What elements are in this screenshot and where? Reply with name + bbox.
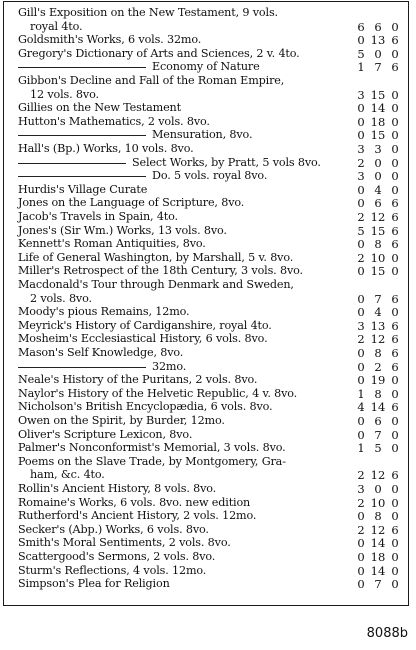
entry-title: Poems on the Slave Trade, by Montgomery, Gra- [18,454,286,468]
price-pence: 6 [391,318,399,333]
price-pence: 6 [391,359,399,374]
price-pounds: 0 [357,101,365,116]
price-pounds: 2 [357,250,365,265]
price-shillings: 15 [370,128,386,143]
price-pounds: 1 [357,60,365,75]
price-pence: 0 [391,550,399,564]
price-pounds: 2 [357,522,365,537]
price-pounds: 5 [357,223,365,238]
price-pounds: 4 [357,400,365,415]
price-shillings: 10 [370,495,386,510]
entry-title: Hall's (Bp.) Works, 10 vols. 8vo. [18,142,194,155]
entry-title: Palmer's Nonconformist's Memorial, 3 vols. 8vo. [18,441,286,455]
price-pounds: 3 [357,318,365,333]
price-shillings: 0 [374,169,382,184]
entry-title: Jones's (Sir Wm.) Works, 13 vols. 8vo. [18,223,227,237]
price-pounds: 0 [357,237,365,252]
price-pence: 0 [391,495,399,510]
price-pence: 0 [391,427,399,442]
price-shillings: 8 [374,346,382,360]
entry-title: Naylor's History of the Helvetic Republic, 4 v. 8vo. [18,386,298,400]
price-shillings: 15 [370,223,386,238]
price-pounds: 2 [357,210,365,224]
entry-title: Kennett's Roman Antiquities, 8vo. [18,237,206,251]
price-pounds: 6 [357,19,365,34]
ditto-rule [18,367,146,368]
price-shillings: 7 [374,60,382,75]
price-shillings: 6 [374,196,382,211]
price-pence: 0 [391,19,399,34]
price-pence: 0 [391,305,399,320]
price-pence: 6 [391,400,399,415]
price-pence: 6 [391,346,399,360]
price-shillings: 14 [370,536,386,551]
entry-title: Goldsmith's Works, 6 vols. 32mo. [18,33,202,47]
price-pounds: 2 [357,495,365,510]
price-pounds: 0 [357,264,365,279]
price-shillings: 7 [374,427,382,442]
entry-title: Hurdis's Village Curate [18,182,148,196]
price-pounds: 0 [357,427,365,442]
price-shillings: 19 [370,373,386,388]
price-pounds: 3 [357,482,365,496]
entry-title: Macdonald's Tour through Denmark and Sweden, [18,278,294,291]
ditto-rule [18,135,146,136]
entry-title: Neale's History of the Puritans, 2 vols. 8vo. [18,373,258,387]
entry-title: royal 4to. [30,19,83,33]
entry-title: Simpson's Plea for Religion [18,577,170,591]
price-pounds: 3 [357,87,365,102]
price-pence: 0 [391,441,399,456]
price-shillings: 14 [370,400,386,415]
price-shillings: 0 [374,46,382,61]
price-pence: 0 [391,563,399,578]
entry-title: Rutherford's Ancient History, 2 vols. 12mo. [18,509,257,523]
price-pence: 6 [391,196,399,211]
price-pence: 0 [391,482,399,496]
price-pence: 0 [391,250,399,265]
price-shillings: 14 [370,563,386,578]
price-pence: 0 [391,46,399,61]
entry-title: Romaine's Works, 6 vols. 8vo. new edition [18,495,251,509]
entry-title: Moody's pious Remains, 12mo. [18,305,190,319]
price-pounds: 3 [357,142,365,156]
entry-title: Smith's Moral Sentiments, 2 vols. 8vo. [18,536,231,550]
price-shillings: 18 [370,550,386,564]
entry-title: Mason's Self Knowledge, 8vo. [18,346,184,359]
price-pence: 6 [391,332,399,347]
price-pence: 6 [391,33,399,48]
price-pence: 0 [391,182,399,197]
price-pounds: 5 [357,46,365,61]
entry-title: Jacob's Travels in Spain, 4to. [18,210,178,223]
price-pounds: 2 [357,155,365,170]
price-pounds: 2 [357,468,365,483]
price-pounds: 0 [357,114,365,129]
entry-title: Gibbon's Decline and Fall of the Roman Empire, [18,74,285,87]
price-pence: 0 [391,114,399,129]
price-shillings: 13 [370,33,386,48]
entry-title: Gillies on the New Testament [18,101,181,115]
price-shillings: 4 [374,305,382,320]
price-shillings: 13 [370,318,386,333]
price-shillings: 10 [370,250,386,265]
price-shillings: 12 [370,468,386,483]
price-pence: 0 [391,128,399,143]
price-pounds: 0 [357,577,365,592]
price-pence: 6 [391,237,399,252]
price-shillings: 8 [374,237,382,252]
price-shillings: 12 [370,210,386,224]
price-pounds: 0 [357,536,365,551]
entry-title: Owen on the Spirit, by Burder, 12mo. [18,414,225,427]
entry-title: Scattergood's Sermons, 2 vols. 8vo. [18,550,216,563]
catalog-page [3,1,409,606]
price-pounds: 1 [357,386,365,401]
price-pence: 0 [391,373,399,388]
price-pounds: 0 [357,550,365,564]
price-pence: 0 [391,87,399,102]
entry-title: Do. 5 vols. royal 8vo. [152,169,268,183]
entry-title: Meyrick's History of Cardiganshire, royal 4to. [18,318,272,332]
entry-title: Secker's (Abp.) Works, 6 vols. 8vo. [18,522,209,536]
price-pence: 0 [391,169,399,184]
price-pounds: 0 [357,359,365,374]
price-pence: 0 [391,386,399,401]
entry-title: ham, &c. 4to. [30,468,105,482]
price-pence: 6 [391,60,399,75]
price-pence: 6 [391,223,399,238]
price-pounds: 0 [357,33,365,48]
price-pence: 6 [391,522,399,537]
price-pence: 0 [391,155,399,170]
price-shillings: 15 [370,264,386,279]
entry-title: Nicholson's British Encyclopædia, 6 vols. 8vo. [18,400,273,414]
entry-title: Gregory's Dictionary of Arts and Sciences, 2 v. 4to. [18,46,300,60]
price-pounds: 0 [357,346,365,360]
price-pounds: 0 [357,182,365,197]
price-pence: 0 [391,101,399,116]
price-shillings: 14 [370,101,386,116]
price-shillings: 8 [374,509,382,524]
entry-title: Select Works, by Pratt, 5 vols 8vo. [132,155,321,169]
catalog-entry [4,576,409,592]
price-shillings: 8 [374,386,382,401]
price-shillings: 0 [374,155,382,170]
price-pence: 0 [391,509,399,524]
price-pence: 6 [391,210,399,224]
entry-title: 12 vols. 8vo. [30,87,99,101]
catalog-number: 8088b [366,626,408,641]
entry-price [354,577,402,591]
entry-title: Economy of Nature [152,60,260,74]
entry-title: Sturm's Reflections, 4 vols. 12mo. [18,563,207,577]
entry-title: Oliver's Scripture Lexicon, 8vo. [18,427,193,441]
entry-title: Gill's Exposition on the New Testament, 9 vols. [18,6,278,19]
entry-title: 32mo. [152,359,187,373]
ditto-rule [18,67,146,68]
entry-title: Hutton's Mathematics, 2 vols. 8vo. [18,114,210,128]
price-pounds: 0 [357,128,365,143]
price-shillings: 15 [370,87,386,102]
price-shillings: 7 [374,291,382,306]
entry-title: Jones on the Language of Scripture, 8vo. [18,196,245,210]
price-pounds: 0 [357,305,365,320]
price-shillings: 7 [374,577,382,592]
price-pounds: 0 [357,373,365,388]
price-pounds: 0 [357,291,365,306]
price-shillings: 12 [370,522,386,537]
entry-title: Life of General Washington, by Marshall, 5 v. 8vo. [18,250,294,264]
price-pounds: 1 [357,441,365,456]
price-pounds: 0 [357,414,365,428]
price-shillings: 4 [374,182,382,197]
price-pence: 6 [391,468,399,483]
price-pounds: 0 [357,563,365,578]
price-pence: 0 [391,536,399,551]
price-shillings: 0 [374,482,382,496]
entry-title: 2 vols. 8vo. [30,291,92,305]
price-pounds: 3 [357,169,365,184]
price-pence: 0 [391,577,399,592]
price-pounds: 2 [357,332,365,347]
entry-title: Rollin's Ancient History, 8 vols. 8vo. [18,482,217,495]
price-shillings: 3 [374,142,382,156]
price-shillings: 2 [374,359,382,374]
entry-title: Miller's Retrospect of the 18th Century, 3 vols. 8vo. [18,264,303,278]
price-shillings: 6 [374,414,382,428]
entry-title: Mosheim's Ecclesiastical History, 6 vols. 8vo. [18,332,268,346]
price-shillings: 18 [370,114,386,129]
price-shillings: 6 [374,19,382,34]
price-pounds: 0 [357,509,365,524]
ditto-rule [18,176,146,177]
price-pence: 0 [391,264,399,279]
price-pence: 0 [391,142,399,156]
price-pence: 6 [391,291,399,306]
ditto-rule [18,163,126,164]
price-shillings: 5 [374,441,382,456]
price-pounds: 0 [357,196,365,211]
entry-title: Mensuration, 8vo. [152,128,253,142]
price-pence: 0 [391,414,399,428]
price-shillings: 12 [370,332,386,347]
